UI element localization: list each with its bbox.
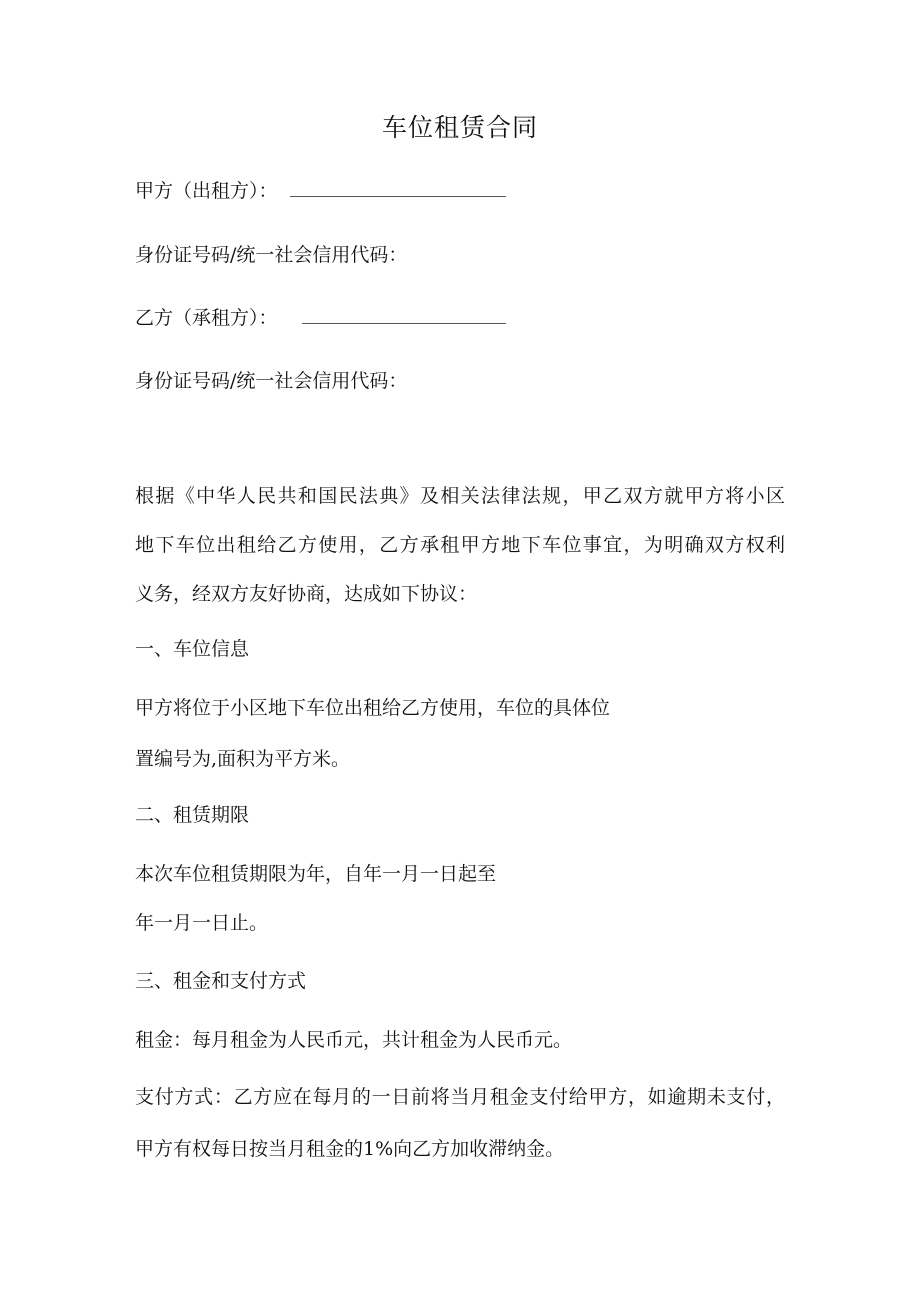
rent-line: 租金：每月租金为人民币元，共计租金为人民币元。 — [135, 1029, 573, 1051]
payment-line-1: 支付方式：乙方应在每月的一日前将当月租金支付给甲方，如逾期未支付， — [135, 1086, 785, 1108]
preamble-line-3: 义务，经双方友好协商，达成如下协议： — [135, 583, 478, 605]
party-a-id-label: 身份证号码/统一社会信用代码： — [135, 244, 408, 266]
party-a-line — [135, 178, 506, 204]
section2-line-2: 年一月一日止。 — [135, 912, 269, 934]
section1-line-1: 甲方将位于小区地下车位出租给乙方使用，车位的具体位 — [135, 697, 611, 719]
preamble-line-2: 地下车位出租给乙方使用，乙方承租甲方地下车位事宜，为明确双方权利 — [135, 534, 785, 556]
section-heading-rent-payment: 三、租金和支付方式 — [135, 970, 307, 992]
payment-line-2: 甲方有权每日按当月租金的1%向乙方加收滞纳金。 — [135, 1138, 565, 1160]
section2-line-1: 本次车位租赁期限为年，自年一月一日起至 — [135, 863, 497, 885]
section-heading-parking-info: 一、车位信息 — [135, 638, 250, 660]
section-heading-lease-term: 二、租赁期限 — [135, 804, 250, 826]
party-b-blank — [302, 305, 506, 324]
party-a-blank — [290, 178, 506, 197]
section1-line-2: 置编号为,面积为平方米。 — [135, 748, 351, 770]
party-b-line — [135, 305, 506, 331]
document-title: 车位租赁合同 — [381, 113, 538, 142]
preamble-line-1: 根据《中华人民共和国民法典》及相关法律法规，甲乙双方就甲方将小区 — [135, 485, 785, 507]
party-b-id-label: 身份证号码/统一社会信用代码： — [135, 370, 408, 392]
party-b-label: 乙方（承租方）： — [135, 307, 278, 329]
party-a-label: 甲方（出租方）： — [135, 180, 278, 202]
